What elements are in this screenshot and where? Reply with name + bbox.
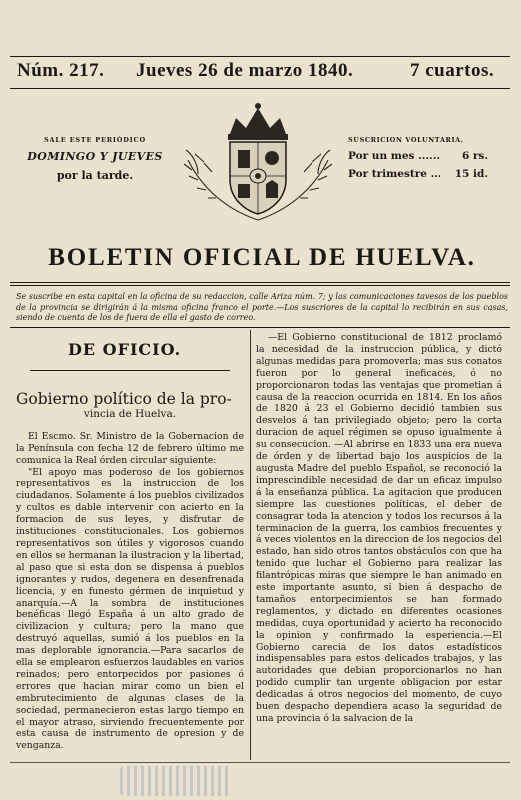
issue-number: Núm. 217.: [17, 60, 105, 81]
royal-coat-of-arms-icon: [168, 100, 348, 235]
subscription-notice: Se suscribe en esta capital en la oficina de su redaccion, calle Ariza núm. 7; y las comunicaciones tavesos de los pueblos de la provincia se dirigirán á la misma oficina franco el porte.—Los suscriores de la capital lo recibirán en sus casas, siendo de cuenta de los de fuera de ella el gasto de correo.: [16, 292, 508, 322]
section-heading: DE OFICIO.: [68, 340, 182, 359]
price-row-month: [348, 150, 488, 162]
article-body: "El apoyo mas poderoso de los gobiernos representativos es la instruccion de los ciudadanos. Solamente á los pueblos civilizados y cultos es dable intervenir con acierto en la formacion de sus leyes, y disfrutar de instituciones constitucionales. Los gobiernos representativos son útiles y vigorosos cuando en ellos se hermanan la ilustracion y la libertad, al paso que si esta don se dispensa á pueblos ignorantes y rudos, degenera en desenfrenada licencia, y en funesto gérmen de inquietud y anarquía.—A la sombra de instituciones benéficas llegó España á un alto grado de civilizacion y cultura; pero la mano que destruyó aquellas, sumió á los pueblos en la mas deplorable ignorancia.—Para sacarlos de ella se emplearon esfuerzos laudables en varios reinados; pero entorpecidos por pasiones ó errores que hacian mirar como un bien el embrutecimiento de algunas clases de la sociedad, permanecieron estas largo tiempo en el mayor atraso, sirviendo frecuentemente por esta causa de instrumento de opresion y de venganza.: [16, 466, 244, 752]
article-heading: Gobierno político de la pro-: [16, 389, 232, 408]
right-column: [256, 332, 502, 725]
price-amount: 15 id.: [454, 168, 488, 180]
article-continuation: —El Gobierno constitucional de 1812 proclamó la necesidad de la instruccion pública, y dictó algunas medidas para promoverla; mas sus conatos fueron por lo general ineficaces, ó no proporcionaron todas las ventajas que prometian á causa de la reaccion ocurrida en 1814. En los años de 1820 á 23 el Gobierno decidió tambien sus desvelos á tan privilegiado objeto; pero la corta duracion de aquel régimen se opuso igualmente á su consecucion. —Al abrirse en 1833 una era nueva de órden y de libertad bajo los auspicios de la augusta Madre del pueblo Español, se reconoció la imprescindible necesidad de dar un eficaz impulso á la enseñanza pública. La agitacion que producen siempre las cuestiones políticas, el deber de consagrar toda la atencion y todos los recursos á la terminacion de la guerra, los cambios frecuentes y á veces violentos en la direccion de los negocios del estado, han sido otros tantos obstáculos con que ha tenido que luchar el Gobierno para realizar las filantrópicas miras que siempre le han animado en este importante asunto, si bien á despacho de tamaños entorpecimientos se han formado reglamentos, y dictado en diferentes ocasiones medidas, cuya oportunidad y acierto ha reconocido la opinion y confirmado la esperiencia.—El Gobierno carecia de los datos estadísticos indispensables para estos delicados trabajos, y las autoridades que debian proporcionarlos no han podido cumplir tan urgente obligacion por estar dedicadas á otros negocios del momento, de cuyo buen despacho dependiera acaso la seguridad de una provincia ó la salvacion de la: [256, 332, 502, 724]
price-period: Por trimestre .....: [348, 168, 440, 180]
title-rule-top: [10, 282, 510, 283]
issue-date: Jueves 26 de marzo 1840.: [136, 60, 354, 81]
publication-time: por la tarde.: [56, 169, 134, 182]
left-column: [16, 340, 244, 752]
price-period: Por un mes .....: [348, 150, 440, 162]
page-stain: [120, 766, 230, 796]
price-amount: 6 rs.: [461, 150, 488, 162]
section-rule: [30, 370, 230, 371]
article-intro: El Escmo. Sr. Ministro de la Gobernacion de la Península con fecha 12 de febrero último me comunica la Real órden circular siguiente:: [16, 430, 244, 466]
publication-schedule: [20, 136, 170, 182]
price-row-quarter: [348, 168, 488, 180]
top-rule: [10, 56, 510, 57]
publication-days: DOMINGO Y JUEVES: [27, 150, 163, 163]
article-subheading: vincia de Huelva.: [83, 407, 177, 420]
title-rule-bottom: [10, 285, 510, 286]
issue-price: 7 cuartos.: [410, 60, 495, 81]
subscription-label: SUSCRICION VOLUNTARIA.: [348, 136, 464, 144]
masthead-rule: [10, 88, 510, 89]
newspaper-title: BOLETIN OFICIAL DE HUELVA.: [48, 244, 476, 271]
bottom-rule: [10, 762, 510, 763]
notice-rule: [10, 327, 510, 328]
column-divider: [250, 330, 251, 760]
sale-label: SALE ESTE PERIÓDICO: [44, 136, 146, 144]
subscription-box: [348, 136, 488, 180]
masthead-line: [10, 60, 510, 88]
